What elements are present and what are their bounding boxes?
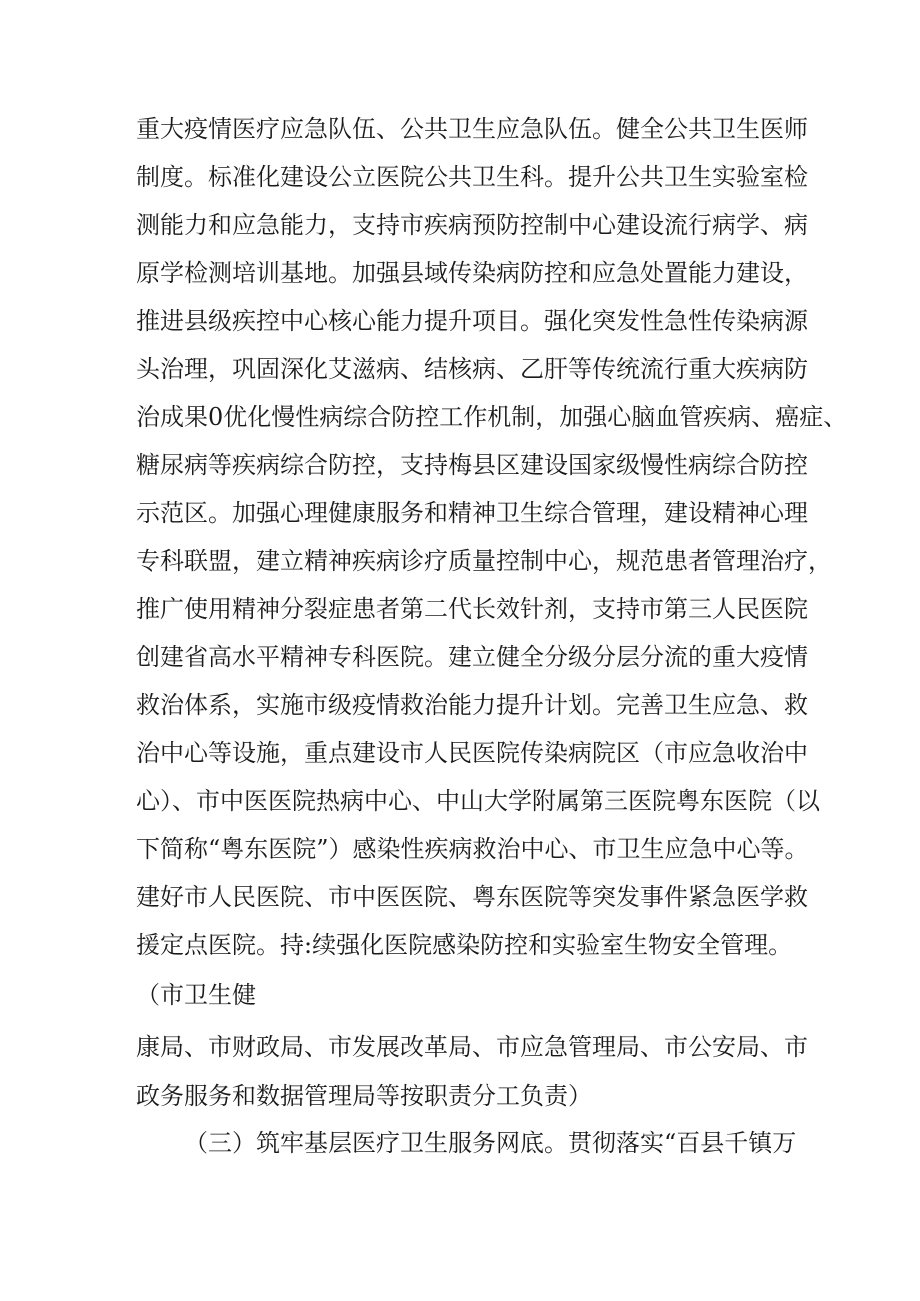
body-text-line: 建好市人民医院、市中医医院、粤东医院等突发事件紧急医学救 [136, 883, 808, 911]
body-text-line: 下简称“粤东医院”）感染性疾病救治中心、市卫生应急中心等。 [136, 835, 809, 863]
body-text-line: 测能力和应急能力，支持市疾病预防控制中心建设流行病学、病 [136, 211, 808, 239]
body-text-line: 示范区。加强心理健康服务和精神卫生综合管理，建设精神心理 [136, 499, 808, 527]
body-text-line: 专科联盟，建立精神疾病诊疗质量控制中心，规范患者管理治疗， [136, 547, 832, 575]
body-text-line: 康局、市财政局、市发展改革局、市应急管理局、市公安局、市 [136, 1033, 808, 1061]
body-text-line: 创建省高水平精神专科医院。建立健全分级分层分流的重大疫情 [136, 643, 808, 671]
body-text-line: 救治体系，实施市级疫情救治能力提升计划。完善卫生应急、救 [136, 691, 808, 719]
body-text-line: 原学检测培训基地。加强县域传染病防控和应急处置能力建设， [136, 259, 808, 287]
body-text-line: 推进县级疾控中心核心能力提升项目。强化突发性急性传染病源 [136, 307, 808, 335]
body-text-line: 援定点医院。持:续强化医院感染防控和实验室生物安全管理。 [136, 931, 793, 959]
section-heading-line: （三）筑牢基层医疗卫生服务网底。贯彻落实“百县千镇万 [184, 1129, 797, 1157]
body-text-line: 心）、市中医医院热病中心、中山大学附属第三医院粤东医院（以 [136, 787, 820, 815]
body-text-line: 制度。标准化建设公立医院公共卫生科。提升公共卫生实验室检 [136, 163, 808, 191]
body-text-line: 头治理，巩固深化艾滋病、结核病、乙肝等传统流行重大疾病防 [136, 355, 808, 383]
body-text-line: 糖尿病等疾病综合防控，支持梅县区建设国家级慢性病综合防控 [136, 451, 808, 479]
body-text-line: 推广使用精神分裂症患者第二代长效针剂，支持市第三人民医院 [136, 595, 808, 623]
body-text-line: （市卫生健 [136, 981, 256, 1009]
body-text-line: 政务服务和数据管理局等按职责分工负责） [136, 1082, 592, 1110]
body-text-line: 治中心等设施，重点建设市人民医院传染病院区（市应急收治中 [136, 739, 808, 767]
body-text-line: 重大疫情医疗应急队伍、公共卫生应急队伍。健全公共卫生医师 [136, 115, 808, 143]
body-text-line: 治成果0优化慢性病综合防控工作机制，加强心脑血管疾病、癌症、 [136, 403, 848, 431]
